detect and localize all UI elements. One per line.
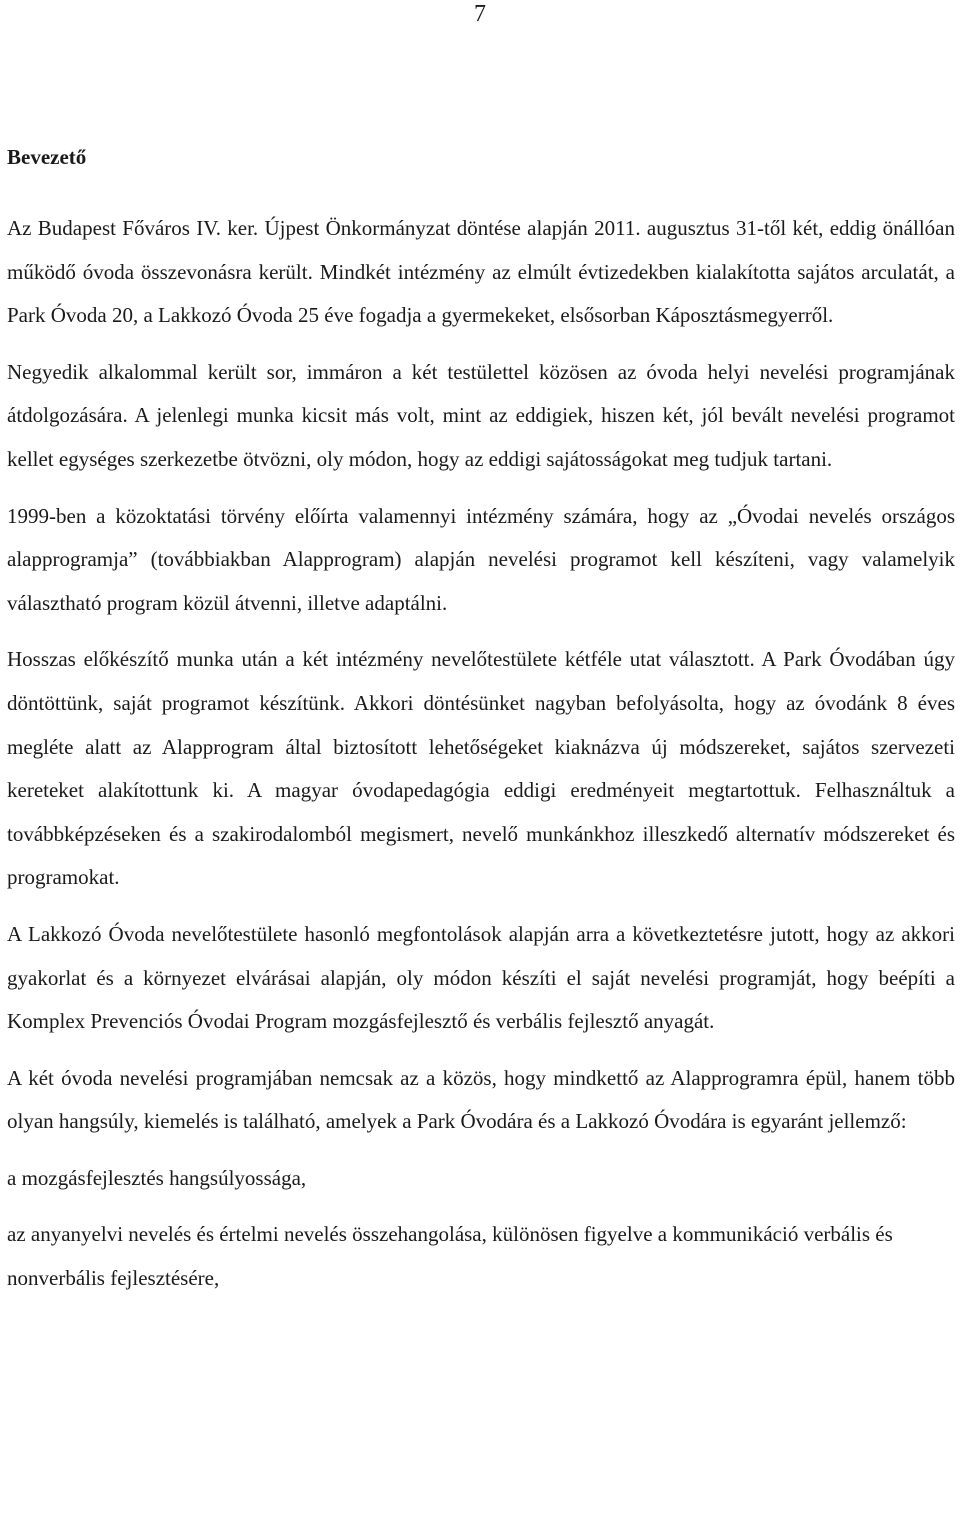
paragraph-park-ovoda: Hosszas előkészítő munka után a két intézmény nevelőtestülete kétféle utat választott. A Park Óvodában úgy döntöttünk, saját programot készítünk. Akkori döntésünket nagyban befolyásolta, hogy az óvodánk 8 éves megléte alatt az Alapprogram által biztosított lehetőségeket kiaknázva új módszereket, sajátos szervezeti kereteket alakítottunk ki. A magyar óvodapedagógia eddigi eredményeit megtartottuk. Felhasználtuk a továbbképzéseken és a szakirodalomból megismert, nevelő munkánkhoz illeszkedő alternatív módszereket és programokat. — [7, 647, 955, 890]
paragraph-lakkozo-ovoda: A Lakkozó Óvoda nevelőtestülete hasonló megfontolások alapján arra a következtetésre jutott, hogy az akkori gyakorlat és a környezet elvárásai alapján, oly módon készíti el saját nevelési programját, hogy beépíti a Komplex Prevenciós Óvodai Program mozgásfejlesztő és verbális fejlesztő anyagát. — [7, 921, 955, 1034]
section-heading: Bevezető — [7, 145, 87, 169]
paragraph-intro: Az Budapest Főváros IV. ker. Újpest Önkormányzat döntése alapján 2011. augusztus 31-től két, eddig önállóan működő óvoda összevonásra került. Mindkét intézmény az elmúlt évtizedekben kialakította sajátos arculatát, a Park Óvoda 20, a Lakkozó Óvoda 25 éve fogadja a gyermekeket, elsősorban Káposztásmegyerről. — [7, 216, 955, 328]
page-number: 7 — [474, 1, 486, 27]
list-item: a mozgásfejlesztés hangsúlyossága, — [7, 1165, 307, 1190]
paragraph-1999-law: 1999-ben a közoktatási törvény előírta valamennyi intézmény számára, hogy az „Óvodai nevelés országos alapprogramja” (továbbiakban Alapprogram) alapján nevelési programot kell készíteni, vagy valamelyik választható program közül átvenni, illetve adaptálni. — [7, 503, 955, 615]
body-text — [7, 207, 955, 1314]
paragraph-revision: Negyedik alkalommal került sor, immáron a két testülettel közösen az óvoda helyi nevelési programjának átdolgozására. A jelenlegi munka kicsit más volt, mint az eddigiek, hiszen két, jól bevált nevelési programot kellet egységes szerkezetbe ötvözni, oly módon, hogy az eddigi sajátosságokat meg tudjuk tartani. — [7, 359, 955, 471]
list-item: az anyanyelvi nevelés és értelmi nevelés összehangolása, különösen figyelve a kommunikáció verbális és nonverbális fejlesztésére, — [7, 1222, 893, 1291]
paragraph-common-features: A két óvoda nevelési programjában nemcsak az a közös, hogy mindkettő az Alapprogramra épül, hanem több olyan hangsúly, kiemelés is található, amelyek a Park Óvodára és a Lakkozó Óvodára is egyaránt jellemző: — [7, 1065, 955, 1134]
